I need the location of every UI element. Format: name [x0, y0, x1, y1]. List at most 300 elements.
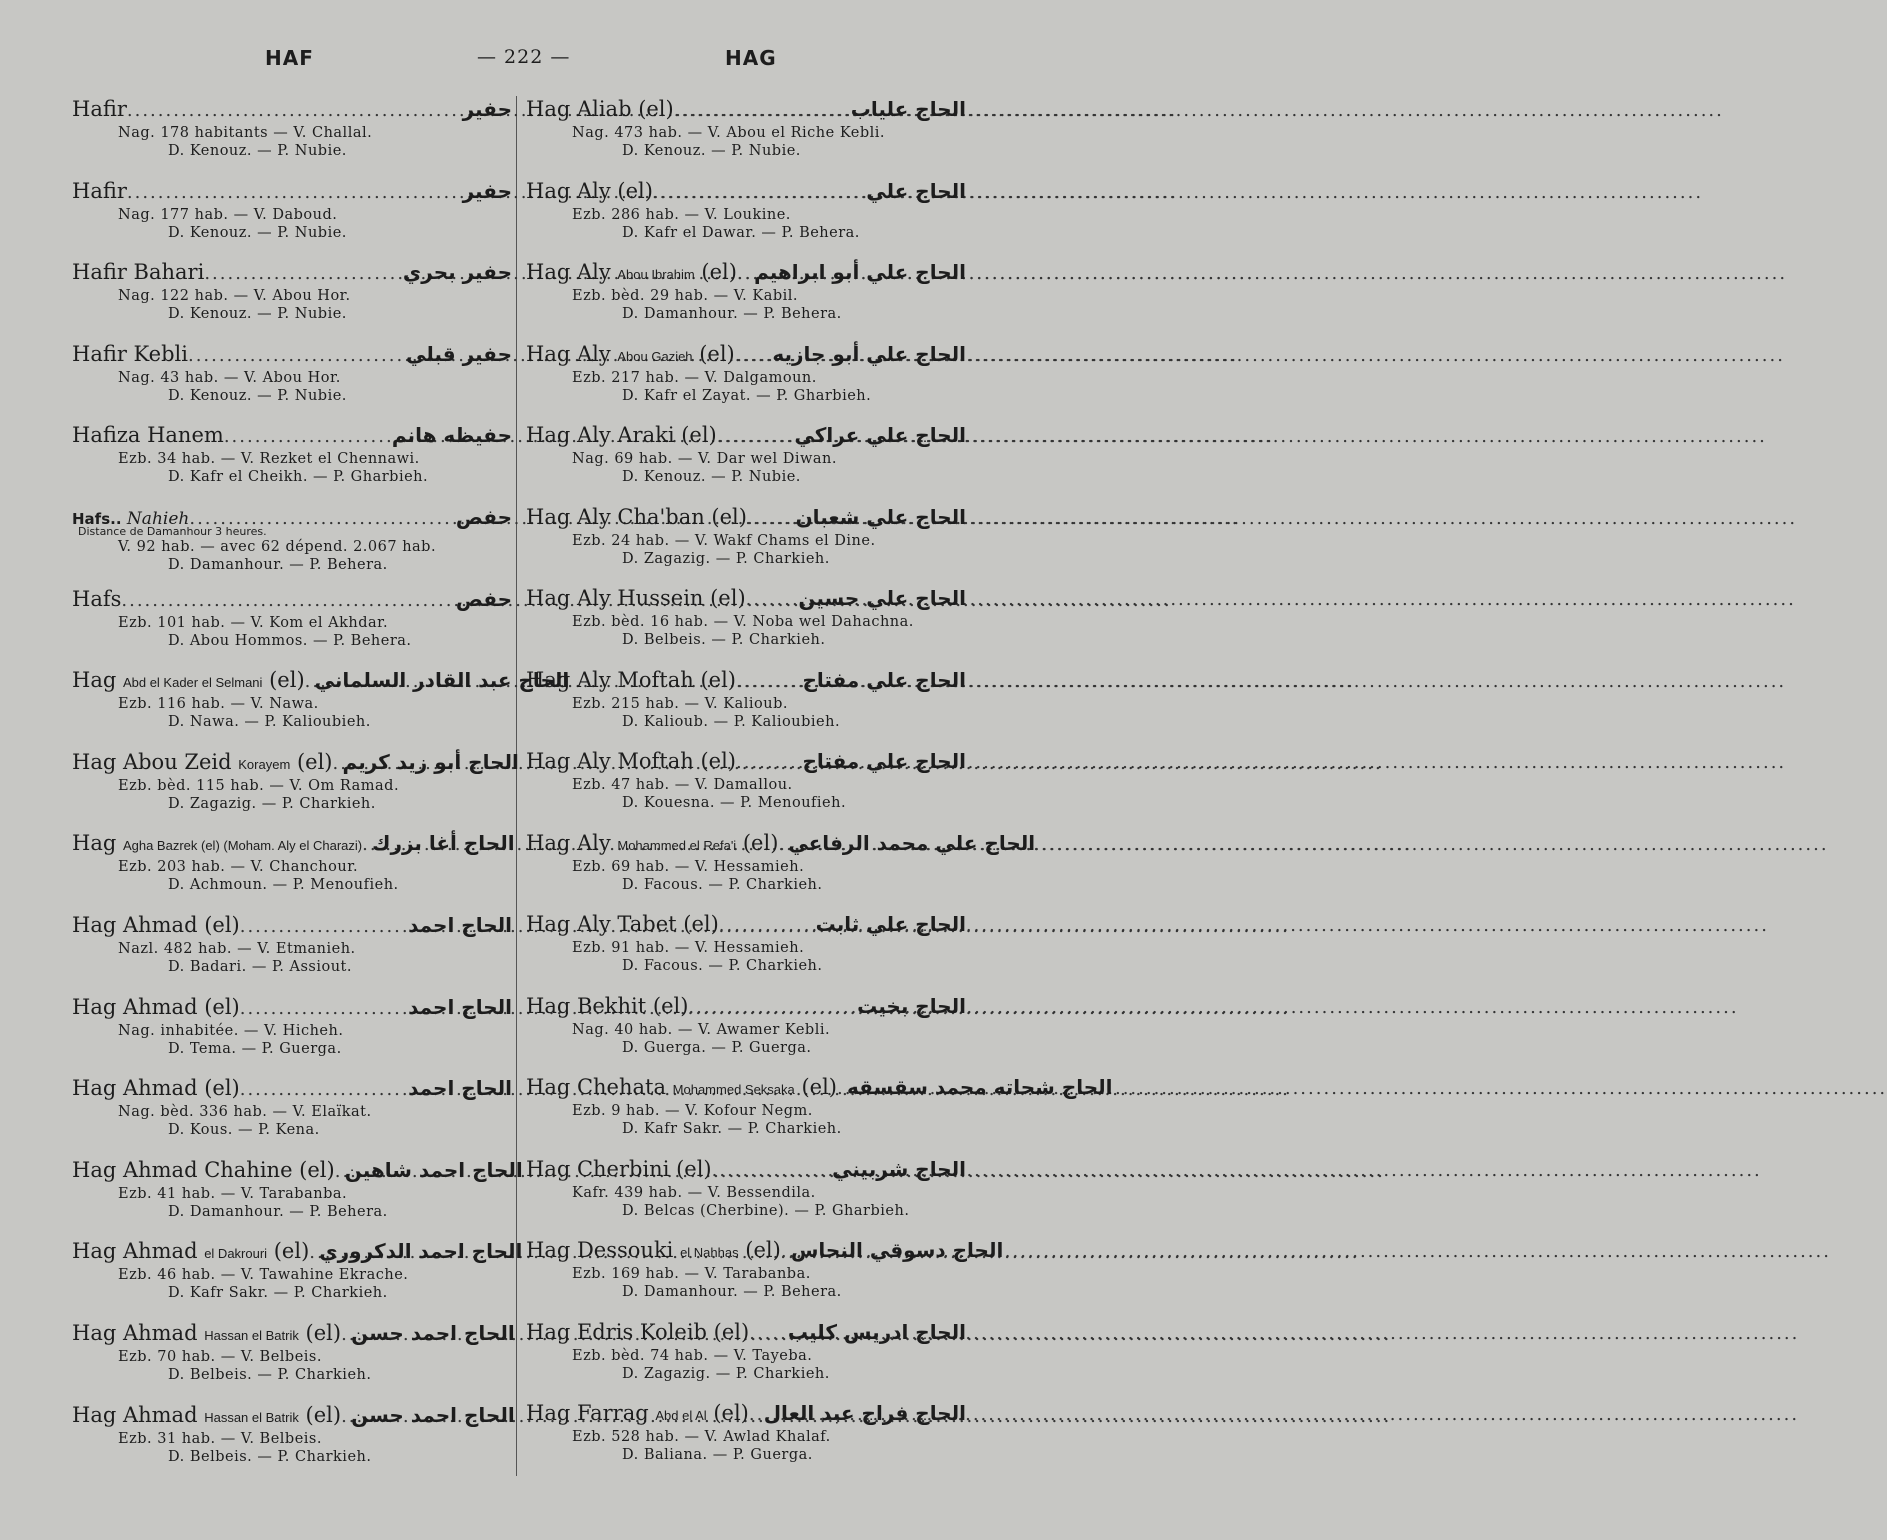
- entry-name-small: Mohammed el Refa'i: [617, 837, 737, 853]
- header-right: HAG: [725, 46, 777, 70]
- leader-dots: [749, 1321, 788, 1347]
- entry-name: [72, 1157, 335, 1186]
- entry: [72, 994, 512, 1076]
- entry: [72, 1402, 515, 1484]
- arabic-name: الحاج علي أبو ابراهيم: [754, 260, 966, 284]
- entry-name-small: Mohammed Seksaka: [672, 1082, 795, 1097]
- arabic-name: الحاج علي مفتاح: [802, 667, 966, 692]
- entry-heading: [526, 748, 966, 776]
- leader-dots: [240, 996, 408, 1022]
- entry-district: D. Kenouz. — P. Nubie.: [168, 306, 347, 323]
- entry-heading: [72, 259, 512, 287]
- arabic-name: الحاج دسوقي النحاس: [790, 1238, 1004, 1262]
- entry-details: Ezb. 41 hab. — V. Tarabanba.: [118, 1185, 348, 1202]
- entry-heading: [72, 1402, 515, 1430]
- entry-name: [526, 1156, 712, 1185]
- arabic-name: الحاج احمد شاهين: [344, 1157, 523, 1182]
- entry: [526, 993, 966, 1075]
- leader-dots: [688, 995, 857, 1021]
- entry: [526, 585, 966, 667]
- leader-dots: [837, 1076, 847, 1102]
- entry: [526, 748, 966, 830]
- entry-heading: [72, 341, 512, 369]
- entry-details: Kafr. 439 hab. — V. Bessendila.: [572, 1184, 816, 1201]
- entry: [526, 1237, 1004, 1319]
- entry-name-main: Hag Aly Cha'ban (el): [526, 504, 747, 529]
- entry-name: [526, 341, 735, 370]
- entry-name-main: Hag Ahmad (el): [72, 912, 240, 937]
- leader-dots: [309, 1240, 319, 1266]
- entry-name: [526, 748, 736, 777]
- entry-heading: [72, 96, 512, 124]
- entry-name-main: Hag Ahmad: [72, 1402, 205, 1427]
- arabic-name: حفص: [455, 504, 512, 529]
- arabic-name: حفير: [462, 178, 512, 203]
- entry: [526, 1319, 966, 1401]
- entry-district: D. Zagazig. — P. Charkieh.: [168, 795, 376, 812]
- entry: [526, 422, 966, 504]
- entry-district: D. Kafr el Dawar. — P. Behera.: [622, 224, 860, 241]
- leader-dots: [127, 180, 463, 206]
- entry-heading: [72, 994, 512, 1022]
- entry-name: [72, 586, 121, 615]
- entry-name-main: Hag Farrag: [526, 1401, 656, 1425]
- leader-dots: [736, 750, 802, 776]
- entry-heading: [526, 667, 966, 695]
- entry-name: [72, 96, 127, 125]
- entry-heading: [72, 1238, 523, 1266]
- entry-name-small: el Dakrouri: [204, 1246, 268, 1262]
- entry-district: D. Facous. — P. Charkieh.: [622, 958, 823, 974]
- leader-dots: [341, 1404, 351, 1430]
- entry-district: D. Kafr el Cheikh. — P. Gharbieh.: [168, 469, 429, 486]
- entry: [526, 504, 966, 586]
- entry-name: [72, 178, 127, 207]
- entry: [72, 178, 512, 260]
- entry-district: D. Nawa. — P. Kalioubieh.: [168, 714, 371, 731]
- entry-district: D. Kenouz. — P. Nubie.: [622, 469, 801, 485]
- entry-district: D. Kenouz. — P. Nubie.: [168, 224, 347, 241]
- entry-name: [72, 422, 224, 451]
- entry-name-suffix: (el): [262, 668, 305, 693]
- entry-name-suffix: (el): [736, 830, 779, 855]
- arabic-name: الحاج شحاته محمد سقسقه: [847, 1075, 1113, 1099]
- entry: [72, 341, 512, 423]
- arabic-name: الحاج علي محمد الرفاعي: [788, 830, 1036, 855]
- entry-details: Nag. bèd. 336 hab. — V. Elaïkat.: [118, 1104, 372, 1121]
- entry-heading: [72, 1157, 523, 1185]
- entry-name: [526, 96, 674, 125]
- arabic-name: الحاج عبد القادر السلماني: [314, 668, 570, 693]
- arabic-name: الحاج علي عراكي: [794, 423, 966, 447]
- entry-name-main: Hag Abou Zeid: [72, 749, 239, 774]
- page-number: — 222 —: [477, 46, 571, 68]
- entry-details: Nag. 43 hab. — V. Abou Hor.: [118, 369, 341, 386]
- leader-dots: [333, 751, 343, 777]
- entry: [72, 1157, 523, 1239]
- entry-heading: [72, 1320, 515, 1348]
- entry-name: [526, 422, 717, 451]
- entry-heading: [526, 585, 966, 613]
- entry-name-main: Hag Ahmad (el): [72, 1076, 240, 1101]
- entry-name-main: Hag Aly: [526, 341, 618, 366]
- arabic-name: الحاج علي شعبان: [795, 504, 966, 529]
- entry-district: D. Damanhour. — P. Behera.: [622, 306, 842, 322]
- leader-dots: [204, 261, 403, 287]
- arabic-name: الحاج علي أبو جازيه: [772, 341, 966, 366]
- column-divider: [516, 96, 517, 1476]
- entry-note: Distance de Damanhour 3 heures.: [78, 524, 267, 538]
- entry-heading: [526, 911, 966, 939]
- leader-dots: [712, 1158, 833, 1184]
- entry-name: [72, 749, 333, 778]
- entry-details: Nag. 178 habitants — V. Challal.: [118, 125, 373, 141]
- entry-heading: [526, 830, 1036, 858]
- entry-name: [72, 1075, 240, 1104]
- entry-district: D. Achmoun. — P. Menoufieh.: [168, 877, 399, 894]
- arabic-name: الحاج علياب: [850, 97, 966, 121]
- entry-name-main: Hafir Bahari: [72, 260, 205, 285]
- entry: [526, 1074, 1113, 1156]
- entry-name: [526, 1237, 781, 1266]
- leader-dots: [747, 506, 796, 532]
- entry-name: [72, 341, 188, 370]
- entry-name-small: Abd el Al: [655, 1408, 707, 1423]
- entry-name-main: Hag Ahmad Chahine (el): [72, 1157, 335, 1182]
- arabic-name: الحاج علي: [866, 178, 966, 203]
- entry-name-main: Hag: [72, 831, 123, 856]
- entry-name-suffix: (el): [298, 1320, 342, 1345]
- entry-name-suffix: (el): [298, 1402, 342, 1427]
- entry-name-suffix: (el): [290, 749, 333, 774]
- entry-name-small: Korayem: [238, 756, 291, 772]
- leader-dots: [719, 913, 816, 939]
- entry-name: [526, 585, 746, 614]
- entry: [72, 1238, 523, 1320]
- leader-dots: [749, 1402, 764, 1428]
- entry-district: D. Kenouz. — P. Nubie.: [168, 387, 347, 404]
- entry-heading: [72, 912, 512, 940]
- entry-district: D. Damanhour. — P. Behera.: [168, 1203, 388, 1220]
- entry-details: Ezb. 9 hab. — V. Kofour Negm.: [572, 1103, 813, 1119]
- entry: [72, 586, 512, 668]
- entry-heading: [526, 341, 966, 369]
- entry-details: Ezb. bèd. 74 hab. — V. Tayeba.: [572, 1347, 813, 1364]
- leader-dots: [240, 914, 408, 940]
- entry-name-suffix: (el): [694, 260, 737, 284]
- entry-name-small: Hassan el Batrik: [204, 1327, 299, 1343]
- arabic-name: الحاج احمد: [408, 1076, 512, 1101]
- entry-name-main: Hag Aly Araki (el): [526, 423, 717, 447]
- entry-details: Ezb. 46 hab. — V. Tawahine Ekrache.: [118, 1267, 409, 1284]
- entry-details: Ezb. 528 hab. — V. Awlad Khalaf.: [572, 1429, 831, 1445]
- arabic-name: حفير: [462, 97, 512, 121]
- entry: [72, 749, 519, 831]
- leader-dots: [737, 261, 754, 287]
- arabic-name: الحاج احمد الدكروري: [319, 1239, 523, 1264]
- entry: [72, 667, 570, 749]
- entry-name-main: Hag Dessouki: [526, 1238, 681, 1262]
- entry-name-main: Hag Aly (el): [526, 178, 653, 203]
- entry-heading: [526, 178, 966, 206]
- entry-name-main: Hag Aly: [526, 260, 618, 284]
- arabic-name: الحاج احمد: [408, 912, 512, 937]
- entry-name-small: Abou Gazieh: [617, 348, 693, 364]
- entry-district: D. Kouesna. — P. Menoufieh.: [622, 795, 847, 811]
- entry-heading: [72, 586, 512, 614]
- entry-name-small: Abd el Kader el Selmani: [122, 675, 263, 691]
- entry-heading: [526, 1237, 1004, 1265]
- entry-district: D. Badari. — P. Assiout.: [168, 958, 352, 975]
- entry: [526, 1400, 966, 1482]
- entry-details: Nag. 40 hab. — V. Awamer Kebli.: [572, 1021, 831, 1038]
- entry-name-suffix: (el): [692, 341, 735, 366]
- entry-details: Ezb. 34 hab. — V. Rezket el Chennawi.: [118, 451, 420, 468]
- entry-district: D. Zagazig. — P. Charkieh.: [622, 1365, 830, 1382]
- page-header: [0, 46, 1000, 76]
- leader-dots: [717, 424, 795, 450]
- arabic-name: الحاج بخيت: [857, 993, 966, 1018]
- entry-details: Ezb. 286 hab. — V. Loukine.: [572, 206, 791, 223]
- leader-dots: [188, 343, 406, 369]
- arabic-name: الحاج علي حسين: [798, 586, 966, 610]
- entry-name-main: Hafir: [72, 178, 127, 203]
- entry-district: D. Zagazig. — P. Charkieh.: [622, 550, 830, 567]
- entry-name: [72, 1320, 341, 1349]
- entry-name: [72, 912, 240, 941]
- entry-name: [526, 830, 778, 859]
- entry-name-main: Hafs..: [72, 509, 122, 528]
- entry-name-suffix: (el): [267, 1239, 310, 1264]
- entry-name: [526, 1074, 837, 1103]
- leader-dots: [240, 1077, 408, 1103]
- entry-name: [526, 911, 719, 940]
- entry-name-main: Hafs: [72, 586, 122, 611]
- leader-dots: [781, 1239, 791, 1265]
- entry-district: D. Abou Hommos. — P. Behera.: [168, 632, 412, 649]
- entry-name-main: Hag Aly Tabet (el): [526, 912, 719, 936]
- entry-details: Ezb. bèd. 16 hab. — V. Noba wel Dahachna.: [572, 614, 914, 630]
- entry-name-main: Hag Edris Koleib (el): [526, 1319, 750, 1344]
- leader-dots: [778, 832, 788, 858]
- entry-details: V. 92 hab. — avec 62 dépend. 2.067 hab.: [118, 538, 437, 555]
- entry-heading: [526, 504, 966, 532]
- entry: [72, 259, 512, 341]
- leader-dots: [341, 1322, 351, 1348]
- entry: [526, 667, 966, 749]
- entry-district: D. Kous. — P. Kena.: [168, 1122, 320, 1139]
- entry-name: [72, 994, 240, 1023]
- entry-heading: [72, 667, 570, 695]
- leader-dots: [674, 98, 851, 124]
- entry-details: Ezb. 24 hab. — V. Wakf Chams el Dine.: [572, 532, 876, 549]
- entry-heading: [72, 504, 512, 529]
- entry-name: [526, 504, 747, 533]
- leader-dots: [736, 669, 802, 695]
- entry-name: [526, 1400, 749, 1429]
- entry-heading: [72, 422, 512, 450]
- arabic-name: الحاج أغا بزرك: [372, 831, 515, 856]
- leader-dots: [121, 588, 456, 614]
- entry-name-main: Hag Cherbini (el): [526, 1156, 712, 1181]
- entry-name-main: Hag: [72, 668, 123, 693]
- entry-details: Ezb. 169 hab. — V. Tarabanba.: [572, 1266, 811, 1282]
- entry: [526, 911, 966, 993]
- entry-district: D. Kalioub. — P. Kalioubieh.: [622, 713, 841, 730]
- entry-name: [72, 830, 362, 859]
- entry-district: D. Belbeis. — P. Charkieh.: [622, 632, 826, 648]
- entry-name: [526, 667, 736, 696]
- entry-name: [72, 667, 305, 696]
- entry-details: Ezb. 91 hab. — V. Hessamieh.: [572, 940, 805, 956]
- entry-heading: [72, 749, 519, 777]
- entry-details: Nag. 473 hab. — V. Abou el Riche Kebli.: [572, 125, 886, 141]
- entry-name: [72, 1402, 341, 1431]
- entry-name: [526, 1319, 749, 1348]
- leader-dots: [362, 832, 372, 858]
- entry-name-main: Hag Chehata: [526, 1075, 673, 1099]
- entry: [526, 96, 966, 178]
- entry: [526, 830, 1036, 912]
- entry-name-main: Hag Ahmad: [72, 1320, 205, 1345]
- entry-name-main: Hag Aly Hussein (el): [526, 586, 746, 610]
- arabic-name: الحاج شربيني: [832, 1156, 966, 1181]
- leader-dots: [735, 343, 773, 369]
- entry-district: D. Damanhour. — P. Behera.: [622, 1284, 842, 1300]
- entry-district: D. Kafr Sakr. — P. Charkieh.: [622, 1121, 842, 1137]
- entry-name-main: Hag Aliab (el): [526, 97, 674, 121]
- entry-name-suffix: (el): [794, 1075, 837, 1099]
- entry-district: D. Facous. — P. Charkieh.: [622, 876, 823, 893]
- entry-details: Ezb. bèd. 115 hab. — V. Om Ramad.: [118, 777, 400, 794]
- leader-dots: [224, 424, 392, 450]
- entry-name: [526, 178, 653, 207]
- entry-heading: [526, 1319, 966, 1347]
- arabic-name: الحاج ادريس كليب: [787, 1319, 966, 1344]
- entry-name-main: Hag Ahmad (el): [72, 994, 240, 1019]
- entry: [72, 912, 512, 994]
- entry-heading: [526, 259, 966, 287]
- entry-heading: [526, 993, 966, 1021]
- entry-heading: [72, 1075, 512, 1103]
- entry-name: [72, 1238, 309, 1267]
- entry: [72, 830, 515, 912]
- entry-name-main: Hag Ahmad: [72, 1239, 205, 1264]
- entry-details: Nazl. 482 hab. — V. Etmanieh.: [118, 940, 356, 957]
- entry-name-small: Agha Bazrek (el) (Moham. Aly el Charazi): [122, 838, 363, 854]
- arabic-name: الحاج أبو زيد كريم: [342, 749, 519, 774]
- arabic-name: الحاج علي مفتاح: [802, 749, 966, 773]
- entry-name: [72, 259, 204, 288]
- entry-details: Ezb. 215 hab. — V. Kalioub.: [572, 695, 788, 712]
- entry-details: Ezb. bèd. 29 hab. — V. Kabil.: [572, 288, 799, 304]
- entry-heading: [526, 422, 966, 450]
- entry: [526, 259, 966, 341]
- entry-details: Nag. 177 hab. — V. Daboud.: [118, 206, 338, 223]
- entry-name-suffix: Nahieh: [121, 508, 190, 529]
- entry-name-small: Abou Ibrahim: [617, 267, 695, 282]
- entry: [526, 1156, 966, 1238]
- arabic-name: الحاج احمد حسن: [351, 1402, 515, 1427]
- arabic-name: الحاج فراج عبد العال: [763, 1401, 966, 1425]
- entry-name-main: Hafir: [72, 97, 127, 121]
- entry-name-small: Hassan el Batrik: [204, 1409, 299, 1425]
- entry-district: D. Baliana. — P. Guerga.: [622, 1447, 813, 1463]
- entry: [72, 422, 512, 504]
- entry-district: D. Belbeis. — P. Charkieh.: [168, 1448, 372, 1465]
- leader-dots: [653, 180, 866, 206]
- arabic-name: الحاج احمد: [408, 994, 512, 1019]
- entry-district: D. Guerga. — P. Guerga.: [622, 1039, 812, 1056]
- entry-details: Ezb. 101 hab. — V. Kom el Akhdar.: [118, 614, 389, 631]
- entry-name-main: Hag Aly Moftah (el): [526, 667, 736, 692]
- entry: [72, 1075, 512, 1157]
- entry-details: Ezb. 69 hab. — V. Hessamieh.: [572, 858, 805, 875]
- leader-dots: [335, 1159, 345, 1185]
- entry: [526, 341, 966, 423]
- entry-district: D. Kafr Sakr. — P. Charkieh.: [168, 1285, 388, 1302]
- entry: [526, 178, 966, 260]
- entry-heading: [72, 830, 515, 858]
- right-column: [526, 96, 1113, 1482]
- entry-details: Ezb. 116 hab. — V. Nawa.: [118, 696, 319, 713]
- entry-name-small: el Nahhas: [680, 1245, 739, 1260]
- arabic-name: الحاج احمد حسن: [351, 1320, 515, 1345]
- entry-district: D. Kenouz. — P. Nubie.: [622, 143, 801, 159]
- entry-heading: [526, 1156, 966, 1184]
- arabic-name: حفص: [455, 586, 512, 611]
- arabic-name: حفيظه هانم: [391, 423, 512, 448]
- leader-dots: [127, 98, 463, 124]
- arabic-name: الحاج علي ثابت: [815, 912, 966, 936]
- entry-name-main: Hag Aly: [526, 830, 618, 855]
- entry-details: Ezb. 217 hab. — V. Dalgamoun.: [572, 369, 817, 386]
- entry-name-main: Hag Bekhit (el): [526, 993, 689, 1018]
- leader-dots: [305, 669, 315, 695]
- entry-name: [526, 259, 737, 288]
- entry-heading: [526, 1074, 1113, 1102]
- entry-district: D. Kenouz. — P. Nubie.: [168, 143, 347, 159]
- entry: [72, 504, 512, 586]
- entry-details: Ezb. 47 hab. — V. Damallou.: [572, 777, 793, 793]
- entry-name-suffix: (el): [738, 1238, 781, 1262]
- entry-district: D. Kafr el Zayat. — P. Gharbieh.: [622, 387, 872, 404]
- entry-details: Nag. inhabitée. — V. Hicheh.: [118, 1022, 344, 1039]
- header-left: HAF: [265, 46, 314, 70]
- arabic-name: حفير قبلي: [405, 341, 512, 366]
- entry-district: D. Damanhour. — P. Behera.: [168, 556, 388, 573]
- entry: [72, 96, 512, 178]
- entry-name-main: Hag Aly Moftah (el): [526, 749, 736, 773]
- leader-dots: [746, 587, 799, 613]
- entry-details: Ezb. 70 hab. — V. Belbeis.: [118, 1348, 322, 1365]
- entry-name-suffix: (el): [706, 1401, 749, 1425]
- entry-name-main: Hafir Kebli: [72, 341, 188, 366]
- entry: [72, 1320, 515, 1402]
- entry-name: [526, 993, 688, 1022]
- entry-name-main: Hafiza Hanem: [72, 423, 224, 448]
- entry-heading: [72, 178, 512, 206]
- entry-heading: [526, 1400, 966, 1428]
- entry-details: Nag. 69 hab. — V. Dar wel Diwan.: [572, 451, 837, 467]
- left-column: [72, 96, 570, 1483]
- entry-details: Ezb. 203 hab. — V. Chanchour.: [118, 859, 359, 876]
- entry-district: D. Tema. — P. Guerga.: [168, 1040, 342, 1057]
- entry-details: Nag. 122 hab. — V. Abou Hor.: [118, 288, 351, 305]
- entry-heading: [526, 96, 966, 124]
- entry-district: D. Belcas (Cherbine). — P. Gharbieh.: [622, 1202, 910, 1219]
- entry-district: D. Belbeis. — P. Charkieh.: [168, 1366, 372, 1383]
